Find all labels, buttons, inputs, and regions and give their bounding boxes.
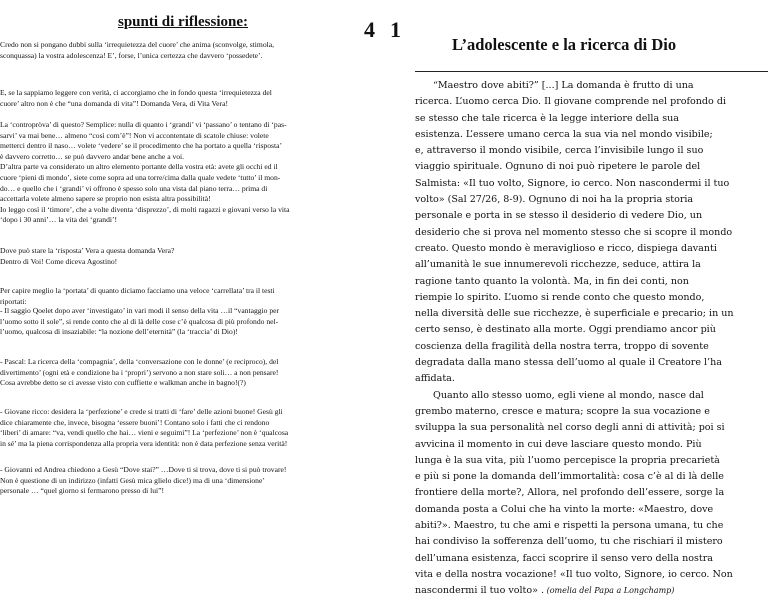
reflection-paragraph (0, 40, 362, 61)
reflection-paragraph (0, 407, 362, 449)
reflection-line: Dentro di Voi! Come diceva Agostino! (0, 256, 118, 266)
reflection-line: l’uomo sotto il sole”, si rende conto che al di là delle cose c’è qualcosa di più profondo nel- (0, 316, 279, 326)
reflection-line: Per capire meglio la ‘portata’ di quanto diciamo facciamo una veloce ‘carrellata’ tra il testi (0, 286, 275, 295)
reflection-paragraph (0, 465, 362, 497)
article-line: esistenza. L’essere umano cerca la sua via nel mondo visibile; (415, 128, 713, 140)
title-divider (415, 71, 768, 72)
reflection-line: ‘liberi’ di amare: “va, vendi quello che hai… vieni e seguimi”! La ‘perfezione’ non è ‘qualcosa (0, 428, 289, 438)
reflection-column (0, 0, 362, 543)
article-line: lunga è la sua vita, più l’uomo percepisce la propria precarietà (415, 454, 720, 466)
reflection-line: do… e quello che i ‘grandi’ vi offrono è spesso solo una vista dal piano terra… prima di (0, 183, 268, 193)
reflection-line: metterci dentro il naso… volete ‘vedere’ se il procedimento che ha portato a quella ‘risposta’ (0, 141, 282, 151)
article-line: personale e porta in se stesso il desiderio di vedere Dio, un (415, 210, 703, 222)
reflection-line: sconquassa) la vostra adolescenza! E’, forse, l’unica certezza che davvero ‘possedete’. (0, 50, 263, 60)
reflection-line: dice chiaramente che, invece, bisogna ‘essere buoni’! Contano solo i fatti che ci rendono (0, 417, 270, 427)
reflection-line: Credo non si pongano dubbi sulla ‘irrequietezza del cuore’ che anima (sconvolge, stimola, (0, 40, 274, 49)
reflection-paragraph (0, 286, 362, 307)
article-line: se stesso che tale ricerca è la legge interiore della sua (415, 112, 679, 124)
reflection-line: - Il saggio Qoelet dopo aver ‘investigato’ in vari modi il senso della vita …il “vantaggio per (0, 306, 280, 315)
reflection-line: - Pascal: La ricerca della ‘compagnia’, della ‘conversazione con le donne’ (e reciproco), del (0, 357, 279, 366)
article-line: Salmista: «Il tuo volto, Signore, io cerco. Non nascondermi il tuo (415, 177, 730, 189)
article-line: sviluppa la sua personalità nel corso degli anni di attività; poi si (415, 422, 725, 434)
page-number-left: 4 (364, 17, 376, 42)
article-line: frontiere della morte?, Allora, nel profondo dell’essere, sorge la (415, 487, 725, 499)
article-line: ricerca. L’uomo cerca Dio. Il giovane comprende nel profondo di (415, 96, 726, 108)
reflection-line: l’uomo, qualcosa di insaziabile: “la nozione dell’eternità” (la ‘traccia’ di Dio)! (0, 327, 238, 337)
reflection-line: riportati: (0, 296, 27, 306)
article-line: Quanto allo stesso uomo, egli viene al mondo, nasce dal (433, 389, 704, 401)
article-line: e, attraverso il mondo visibile, cerca l’invisibile lungo il suo (415, 145, 704, 157)
article-line: avvicina il momento in cui deve lasciare questo mondo. Più (415, 438, 702, 450)
reflection-line: divertimento’ (ogni età e condizione ha i ‘propri’) servono a non stare soli… a non pensare! (0, 367, 279, 377)
article-line: degradata dalla mano stessa dell’uomo al quale il Creatore l’ha (415, 357, 722, 369)
reflection-paragraph (0, 120, 362, 226)
reflection-paragraph (0, 88, 362, 109)
reflection-line: E, se la sappiamo leggere con verità, ci accorgiamo che in fondo questa ‘irrequietezza del (0, 88, 272, 97)
reflection-paragraph (0, 306, 362, 338)
article-line: riempie lo spirito. L’uomo si rende conto che questo mondo, (415, 291, 705, 303)
reflection-line: - Giovanni ed Andrea chiedono a Gesù “Dove stai?” …Dove ti si trova, dove ti si può trovare! (0, 465, 287, 474)
article-line: e più si pone la domanda dell’immortalità: cosa c’è al di là delle (415, 471, 724, 483)
reflection-line: personale … “quel giorno si fermarono presso di lui”! (0, 486, 165, 496)
article-column (415, 0, 768, 597)
article-title: L’adolescente e la ricerca di Dio (452, 35, 677, 54)
reflection-paragraph (0, 246, 362, 267)
reflection-line: Non è questione di un indirizzo (infatti Gesù mica glielo dice!) ma di una ‘dimensione’ (0, 475, 265, 485)
reflection-line: - Giovane ricco: desidera la ‘perfezione’ e crede si tratti di ‘fare’ delle azioni buone! Gesù gli (0, 407, 283, 416)
reflection-line: accettarla volete almeno sapere se proprio non esista altra possibilità! (0, 194, 211, 204)
article-line: certo senso, è destinato alla morte. Oggi prendiamo ancor più (415, 324, 716, 336)
reflection-line: cuore’ altro non è che “una domanda di vita”! Domanda Vera, di Vita Vera! (0, 98, 228, 108)
article-line: “Maestro dove abiti?” [...] La domanda è frutto di una (433, 80, 694, 91)
reflection-line: sarvi’ va mai bene… almeno “così com’è”! Non vi accontentate di scatole chiuse: volete (0, 130, 269, 140)
page-number-right: 1 (390, 17, 402, 42)
reflection-line: ‘dopo i 30 anni’… la vita dei ‘grandi’! (0, 215, 118, 225)
reflection-line: Cosa avrebbe detto se ci avesse visto con cuffiette e walkman anche in bagno!(?) (0, 378, 246, 388)
article-line: domanda posta a Colui che ha vinto la morte: «Maestro, dove (415, 503, 714, 515)
article-line: creato. Questo mondo è meraviglioso e ricco, dispiega davanti (415, 242, 717, 254)
article-line: affidata. (415, 373, 455, 385)
article-line: volto» (Sal 27/26, 8-9). Ognuno di noi ha la propria storia (415, 194, 694, 206)
article-line: dell’umana esistenza, facci scoprire il senso vero della nostra (415, 552, 713, 564)
article-line: coscienza della fragilità della nostra terra, troppo di sovente (415, 340, 709, 352)
article-body (415, 78, 768, 600)
article-line: viaggio spirituale. Ognuno di noi può ripetere le parole del (415, 161, 701, 173)
article-signature: (omelia del Papa a Longchamp) (544, 586, 675, 596)
reflection-line: cuore ‘pieni di mondo’, siete come sopra ad una torre/cima dalla quale vedete ‘tutto’ il mon- (0, 172, 281, 182)
article-line: nascondermi il tuo volto» . (415, 585, 545, 597)
article-line: abiti?». Maestro, tu che ami e rispetti la persona umana, tu che (415, 520, 724, 532)
article-line: vita e della nostra vocazione! «Il tuo volto, Signore, io cerco. Non (415, 568, 733, 580)
page-numbers (364, 17, 416, 43)
reflection-line: è davvero corretto… se può davvero andar bene anche a voi. (0, 151, 185, 161)
article-line: all’umanità le sue innumerevoli ricchezze, seduce, attira la (415, 259, 701, 271)
article-line: grembo materno, cresce e matura; scopre la sua vocazione e (415, 405, 710, 417)
reflection-paragraph (0, 357, 362, 389)
reflection-line: D’altra parte va considerato un altro elemento portante della vostra età: avete gli occhi ed il (0, 162, 278, 172)
article-line: ragione tanto quanto la volontà. Ma, in fin dei conti, non (415, 275, 689, 287)
reflection-line: La ‘contropròva’ di questo? Semplice: nulla di quanto i ‘grandi’ vi ‘passano’ o tentano di ‘pas- (0, 120, 287, 129)
reflection-line: Dove può stare la ‘risposta’ Vera a questa domanda Vera? (0, 246, 175, 255)
article-line: nella diversità delle sue ricchezze, è superficiale e precario; in un (415, 308, 734, 320)
article-line: desiderio che si prova nel momento stesso che si scopre il mondo (415, 226, 733, 238)
reflection-line: Io leggo così il ‘timore’, che a volte diventa ‘disprezzo’, di molti ragazzi e giovani verso la vita (0, 204, 290, 214)
reflection-line: in sé’ ma la piena corrispondenza alla propria vera identità: non è data perfezione senza verità! (0, 438, 288, 448)
reflection-title: spunti di riflessione: (118, 14, 249, 30)
article-line: hai condiviso la sofferenza dell’uomo, tu che rischiari il mistero (415, 536, 723, 548)
